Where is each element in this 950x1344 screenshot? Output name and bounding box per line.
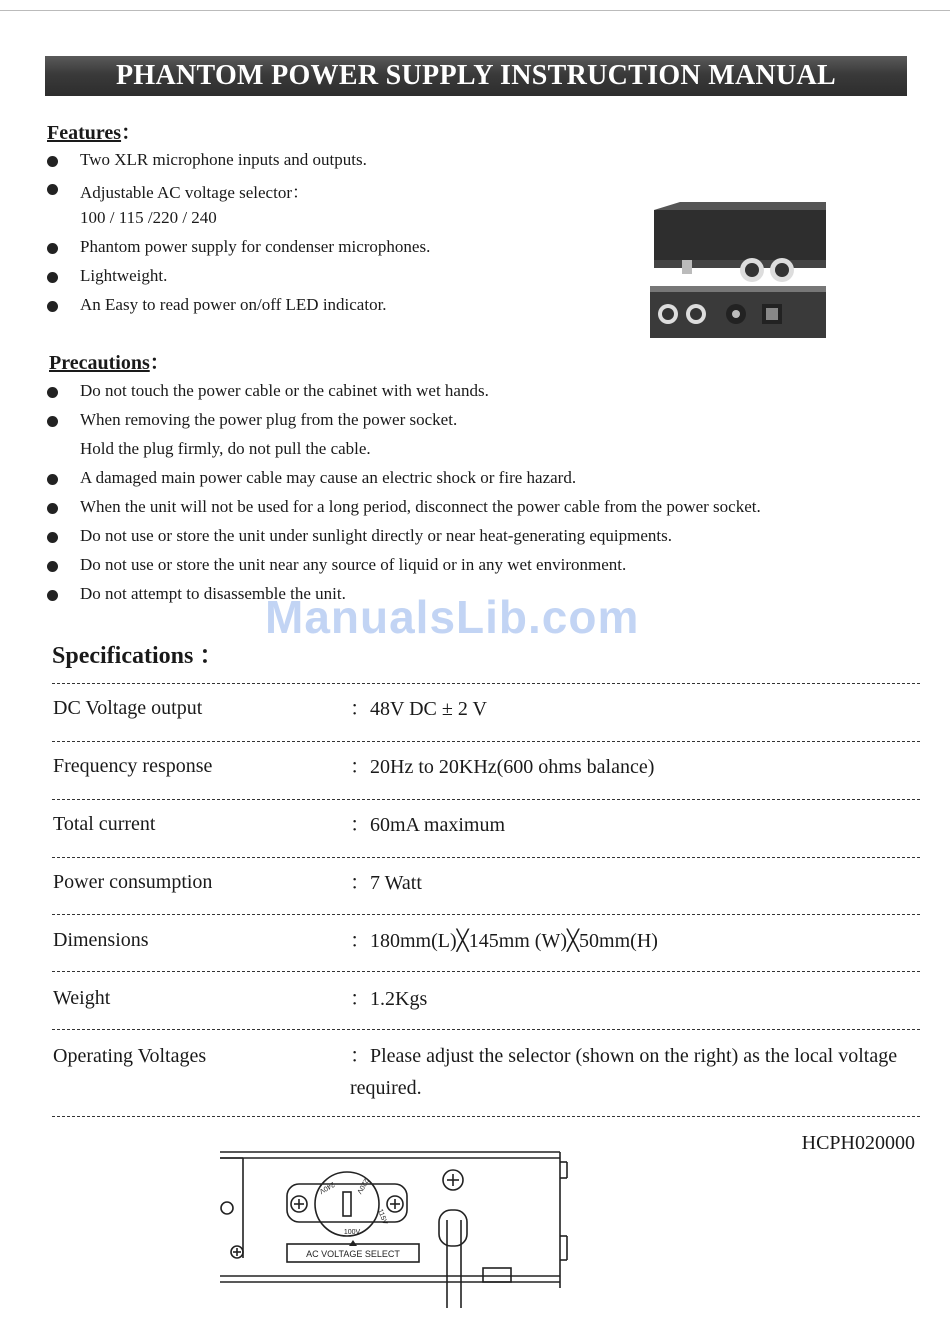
spec-divider	[52, 741, 920, 742]
spec-divider	[52, 683, 920, 684]
precaution-item-continuation: Hold the plug firmly, do not pull the cable.	[80, 439, 371, 458]
feature-item: Two XLR microphone inputs and outputs.	[47, 150, 430, 178]
selector-115v: 115V	[376, 1208, 389, 1226]
selector-240v: 240V	[317, 1180, 336, 1195]
features-heading	[47, 116, 141, 145]
precaution-item: Do not touch the power cable or the cabinet with wet hands.	[47, 381, 761, 410]
precautions-heading	[49, 346, 170, 375]
watermark: ManualsLib.com	[265, 591, 640, 643]
spec-value: ：20Hz to 20KHz(600 ohms balance)	[350, 756, 655, 778]
selector-100v: 100V	[343, 1229, 361, 1236]
precaution-item: Do not use or store the unit under sunlight directly or near heat-generating equipments.	[47, 526, 761, 555]
features-heading-colon: ：	[121, 122, 142, 144]
features-list	[47, 150, 430, 324]
specifications-heading-label: Specifications	[52, 643, 194, 669]
spec-divider	[52, 971, 920, 972]
document-code: HCPH020000	[801, 1132, 915, 1154]
spec-label: Weight	[53, 987, 111, 1009]
spec-divider	[52, 799, 920, 800]
spec-divider	[52, 857, 920, 858]
spec-label: Total current	[53, 813, 156, 835]
spec-divider	[52, 1029, 920, 1030]
spec-value: ：48V DC ± 2 V	[350, 698, 487, 720]
precaution-item: When removing the power plug from the power socket.	[47, 410, 761, 439]
precaution-item: Do not use or store the unit near any source of liquid or in any wet environment.	[47, 555, 761, 584]
spec-label: Frequency response	[53, 755, 213, 777]
selector-220v: 220V	[355, 1177, 370, 1195]
feature-item: An Easy to read power on/off LED indicator.	[47, 295, 430, 324]
feature-item-continuation: 100 / 115 /220 / 240	[80, 208, 217, 227]
specifications-heading	[52, 635, 223, 670]
specifications-heading-colon: ：	[199, 643, 224, 669]
manual-title: PHANTOM POWER SUPPLY INSTRUCTION MANUAL	[45, 56, 907, 96]
feature-item: Adjustable AC voltage selector：	[47, 178, 430, 208]
spec-label: Dimensions	[53, 929, 149, 951]
precaution-item: Do not attempt to disassemble the unit.	[47, 584, 761, 613]
spec-divider	[52, 914, 920, 915]
spec-value: ：7 Watt	[350, 872, 422, 894]
selector-label: AC VOLTAGE SELECT	[306, 1249, 400, 1259]
rear-panel-diagram	[215, 1148, 585, 1308]
precautions-heading-label: Precautions	[49, 352, 150, 374]
precautions-heading-colon: ：	[149, 352, 170, 374]
features-heading-label: Features	[47, 122, 122, 144]
feature-item: Lightweight.	[47, 266, 430, 295]
spec-label: Operating Voltages	[53, 1045, 207, 1067]
spec-value: ：180mm(L)╳145mm (W)╳50mm(H)	[350, 930, 658, 952]
spec-value: ：1.2Kgs	[350, 988, 428, 1010]
spec-label: Power consumption	[53, 871, 213, 893]
top-rule	[0, 10, 950, 11]
product-photo	[640, 200, 835, 345]
spec-value: ：60mA maximum	[350, 814, 505, 836]
feature-item: Phantom power supply for condenser microphones.	[47, 237, 430, 266]
spec-value: ：Please adjust the selector (shown on the right) as the local voltage required.	[350, 1045, 898, 1099]
spec-label: DC Voltage output	[53, 697, 203, 719]
precaution-item: When the unit will not be used for a long period, disconnect the power cable from the power socket.	[47, 497, 761, 526]
spec-divider	[52, 1116, 920, 1117]
precaution-item: A damaged main power cable may cause an electric shock or fire hazard.	[47, 468, 761, 497]
precautions-list	[47, 381, 761, 613]
